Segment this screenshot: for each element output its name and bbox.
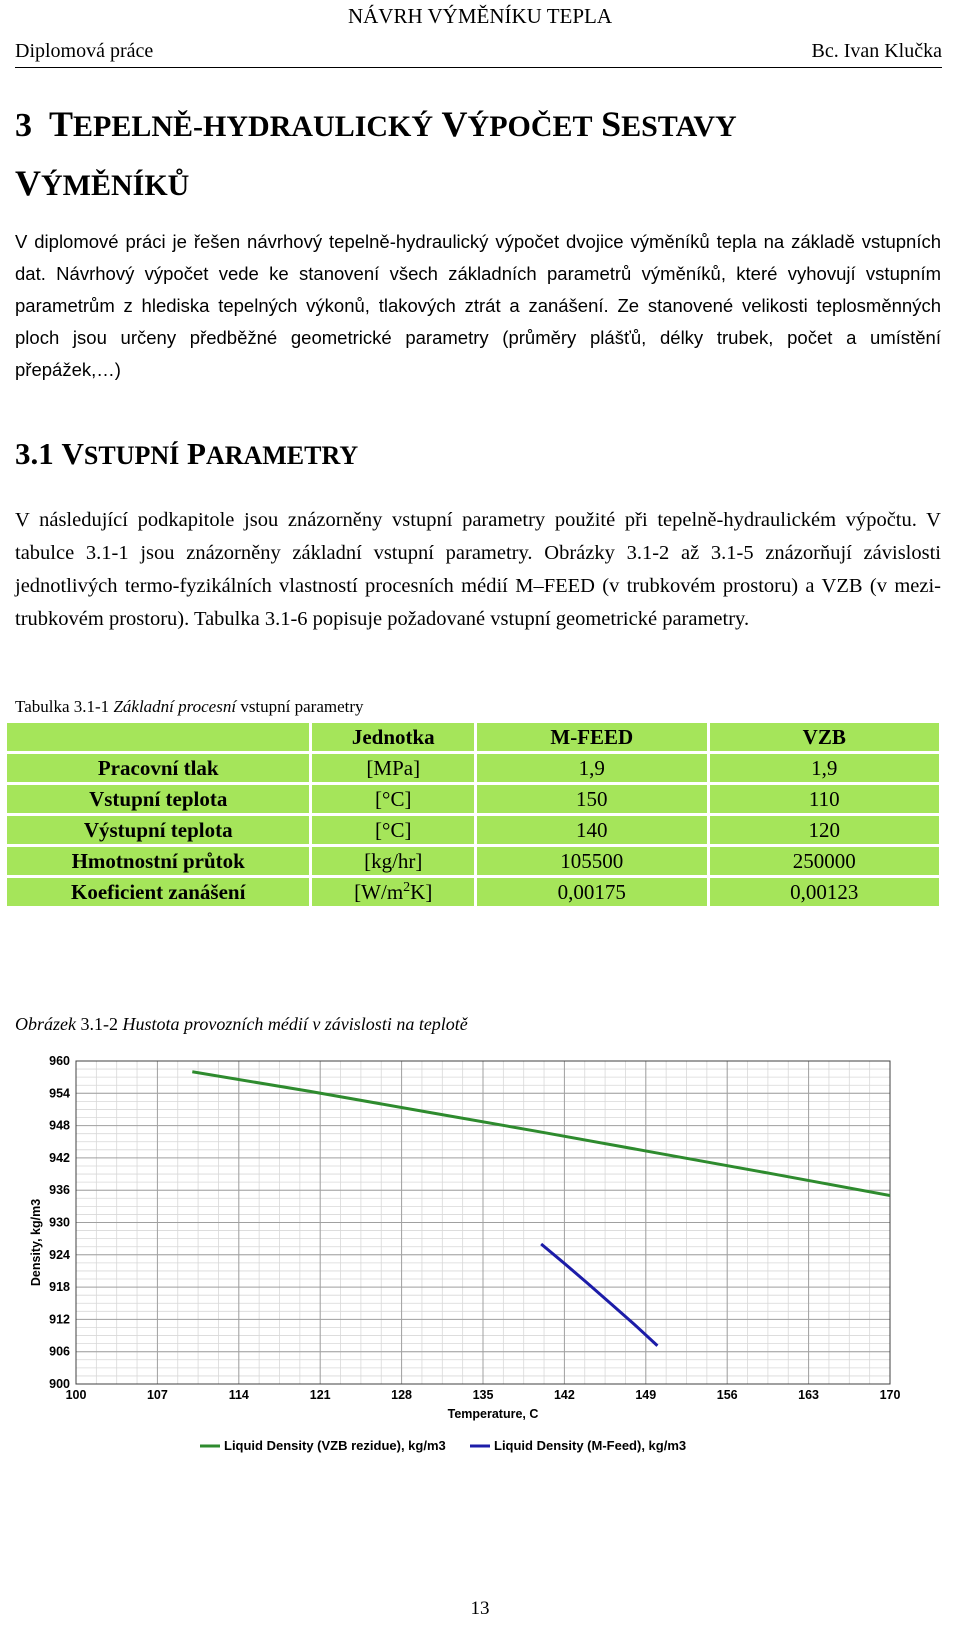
table-row: [7, 754, 939, 782]
row-mfeed-value: 1,9: [477, 754, 706, 782]
x-tick-label: 135: [472, 1388, 494, 1402]
running-header-left: Diplomová práce: [15, 40, 154, 62]
row-label: Výstupní teplota: [7, 816, 309, 844]
section-title: VSTUPNÍ PARAMETRY: [61, 436, 359, 471]
x-tick-label: 107: [146, 1388, 168, 1402]
figure-caption: [15, 1014, 468, 1035]
x-tick-label: 156: [716, 1388, 738, 1402]
row-vzb-value: 0,00123: [710, 878, 939, 906]
chapter-title: TEPELNĚ-HYDRAULICKÝ VÝPOČET SESTAVY VÝMĚNÍKŮ: [15, 104, 737, 203]
x-tick-label: 163: [798, 1388, 820, 1402]
table-caption: [15, 697, 364, 717]
row-mfeed-value: 105500: [477, 847, 706, 875]
x-tick-label: 149: [635, 1388, 657, 1402]
header-divider: [15, 67, 942, 68]
row-unit: [°C]: [312, 816, 474, 844]
x-tick-label: 128: [391, 1388, 413, 1402]
figure-caption-label: Obrázek: [15, 1014, 76, 1034]
section-heading: [15, 436, 358, 472]
row-mfeed-value: 0,00175: [477, 878, 706, 906]
table-row: [7, 785, 939, 813]
table-caption-text: Základní procesní: [113, 697, 237, 716]
table-header-cell: M-FEED: [477, 723, 706, 751]
y-tick-label: 912: [49, 1312, 70, 1327]
row-unit: $[W/m^2K]$: [312, 878, 474, 906]
running-header-author: Bc. Ivan Klučka: [811, 40, 942, 62]
x-tick-label: 100: [65, 1388, 87, 1402]
input-parameters-table: [4, 720, 942, 909]
row-label: Vstupní teplota: [7, 785, 309, 813]
row-vzb-value: 110: [710, 785, 939, 813]
chapter-heading: [15, 96, 895, 214]
table-row: [7, 847, 939, 875]
y-tick-label: 942: [49, 1150, 70, 1165]
row-label: Koeficient zanášení: [7, 878, 309, 906]
table-caption-label: Tabulka 3.1-1: [15, 697, 110, 716]
row-mfeed-value: 150: [477, 785, 706, 813]
x-axis-label: Temperature, C: [447, 1407, 539, 1421]
y-tick-label: 906: [49, 1344, 70, 1359]
y-axis-label: Density, kg/m3: [29, 1198, 43, 1287]
row-vzb-value: 1,9: [710, 754, 939, 782]
y-tick-label: 918: [49, 1280, 70, 1295]
table-header-cell: Jednotka: [312, 723, 474, 751]
y-tick-label: 936: [49, 1183, 70, 1198]
y-tick-label: 954: [49, 1086, 70, 1101]
table-caption-mixed: vstupní: [240, 697, 291, 716]
table-header-cell: VZB: [710, 723, 939, 751]
figure-caption-number: 3.1-2: [80, 1014, 118, 1034]
x-tick-label: 114: [228, 1388, 249, 1402]
table-header-row: [7, 723, 939, 751]
y-tick-label: 930: [49, 1215, 70, 1230]
x-tick-label: 170: [879, 1388, 901, 1402]
figure-caption-text: Hustota provozních médií v závislosti na teplotě: [122, 1014, 468, 1034]
page-number: 13: [470, 1598, 490, 1619]
density-chart: [20, 1040, 950, 1525]
y-tick-label: 948: [49, 1118, 70, 1133]
table-caption-end: parametry: [294, 697, 364, 716]
x-tick-label: 121: [309, 1388, 331, 1402]
y-tick-label: 900: [49, 1377, 70, 1391]
table-row: [7, 878, 939, 906]
chapter-number: 3: [15, 107, 32, 144]
running-header-title: NÁVRH VÝMĚNÍKU TEPLA: [347, 4, 613, 28]
x-tick-label: 142: [553, 1388, 575, 1402]
y-tick-label: 924: [49, 1247, 70, 1262]
row-vzb-value: 120: [710, 816, 939, 844]
legend-label: Liquid Density (M-Feed), kg/m3: [494, 1438, 687, 1453]
section-paragraph: V následující podkapitole jsou znázorněny vstupní parametry použité při tepelně-hydraulickém výpočtu. V tabulce 3.1-1 jsou znázorněny základní vstupní parametry. Obrázky 3.1-2 až 3.1-5 znázorňují závislosti jednotlivých termo-fyzikálních vlastností procesních médií M–FEED (v trubkovém prostoru) a VZB (v mezi-trubkovém prostoru). Tabulka 3.1-6 popisuje požadované vstupní geometrické parametry.: [15, 509, 941, 630]
row-label: Pracovní tlak: [7, 754, 309, 782]
row-unit: [kg/hr]: [312, 847, 474, 875]
legend-label: Liquid Density (VZB rezidue), kg/m3: [224, 1438, 446, 1453]
row-vzb-value: 250000: [710, 847, 939, 875]
table-corner-cell: [7, 723, 309, 751]
y-tick-label: 960: [49, 1054, 70, 1068]
intro-paragraph: V diplomové práci je řešen návrhový tepelně-hydraulický výpočet dvojice výměníků tepla na základě vstupních dat. Návrhový výpočet vede ke stanovení všech základních parametrů výměníků, které vyhovují vstupním parametrům z hlediska tepelných výkonů, tlakových ztrát a zanášení. Ze stanovené velikosti teplosměnných ploch jsou určeny předběžné geometrické parametry (průměry plášťů, délky trubek, počet a umístění přepážek,…): [15, 231, 941, 380]
row-unit: [MPa]: [312, 754, 474, 782]
row-mfeed-value: 140: [477, 816, 706, 844]
section-number: 3.1: [15, 436, 54, 471]
row-label: Hmotnostní průtok: [7, 847, 309, 875]
table-row: [7, 816, 939, 844]
row-unit: [°C]: [312, 785, 474, 813]
